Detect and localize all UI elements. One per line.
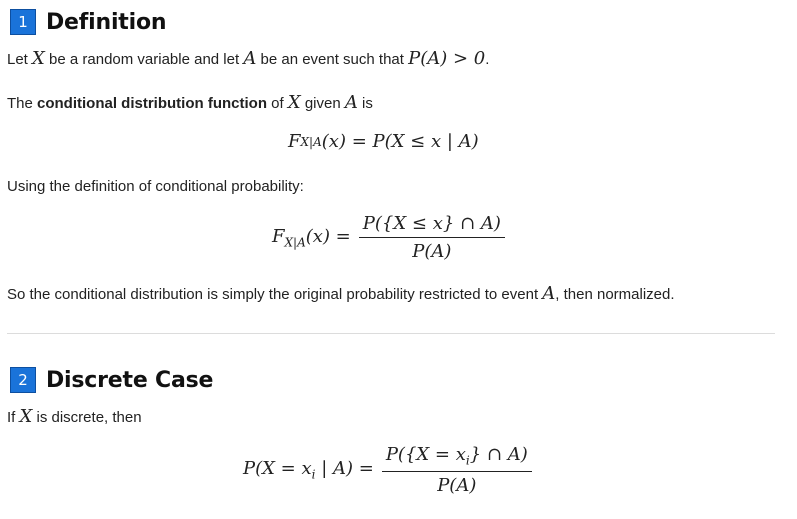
fraction-denominator: P(A)	[412, 241, 452, 262]
section-divider	[7, 333, 775, 334]
definition-statement: The conditional distribution function of X given A is	[7, 92, 373, 113]
fraction	[359, 213, 505, 262]
section-2-heading	[10, 367, 213, 393]
section-1-heading	[10, 9, 166, 35]
fraction-numerator: $P(\{X = x_i\}$ ∩ A)	[382, 444, 532, 472]
discrete-intro: If X is discrete, then	[7, 406, 142, 427]
summary-text: So the conditional distribution is simply the original probability restricted to event A, then normalized.	[7, 283, 675, 304]
fraction-denominator: P(A)	[437, 474, 477, 496]
using-definition-text: Using the definition of conditional probability:	[7, 178, 304, 195]
section-number-badge: 1	[10, 9, 36, 35]
section-title: Discrete Case	[46, 367, 214, 393]
fraction-numerator: P({X ≤ x} ∩ A)	[359, 213, 505, 238]
definition-intro: Let X be a random variable and let A be an event such that P(A) > 0.	[7, 48, 490, 69]
equation-conditional-probability: $F_{X|A}(x)$ = $\frac{P(\{X \le x\} \cap A)}{P(A)}$	[272, 213, 505, 262]
section-title: Definition	[46, 9, 167, 35]
section-number-badge: 2	[10, 367, 36, 393]
equation-conditional-cdf: F X|A (x) = P(X ≤ x | A)	[288, 131, 479, 152]
fraction	[382, 444, 532, 496]
defined-term: conditional distribution function	[37, 95, 267, 112]
equation-discrete-case: $P(X = x_i$ | A) = $\frac{P(\{X = x_i\} \cap A)}{P(A)}$	[243, 444, 532, 496]
